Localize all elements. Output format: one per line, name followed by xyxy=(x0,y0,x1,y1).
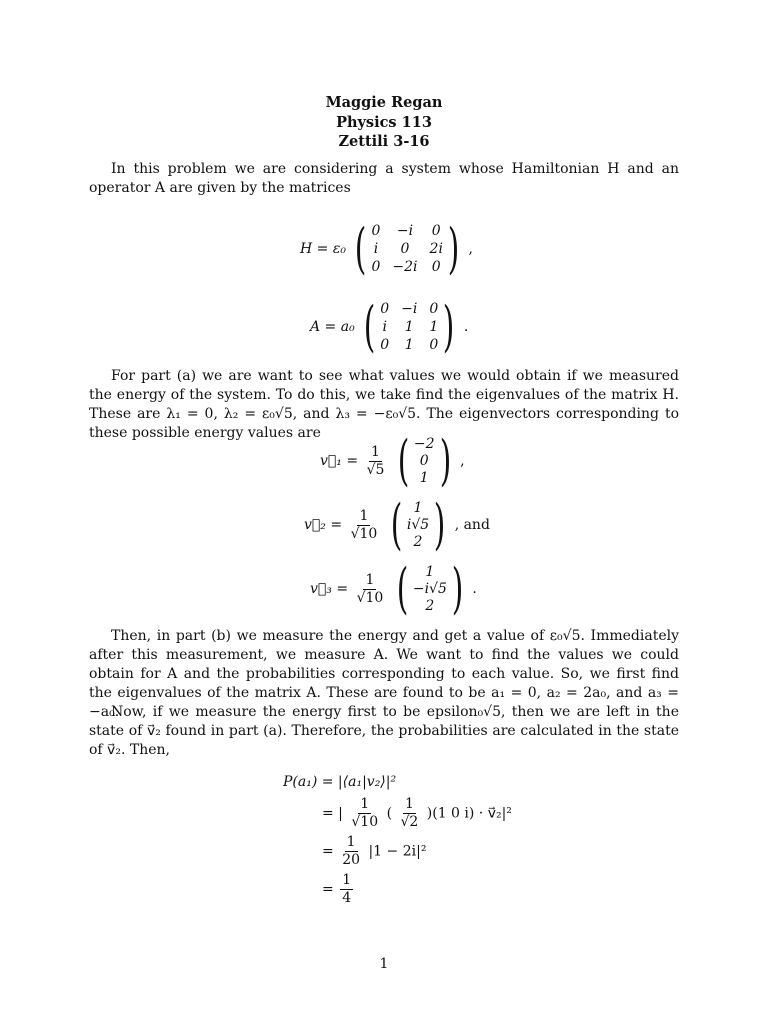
v3-column xyxy=(392,557,468,620)
operator-a-label: A = a₀ xyxy=(310,319,355,335)
line2-fraction-1 xyxy=(349,796,380,831)
operator-a-matrix xyxy=(359,295,459,358)
line2-suffix: )(1 0 i) · v⃗₂|² xyxy=(426,805,512,822)
operator-a-equation xyxy=(310,295,469,358)
v1-norm-denominator: √5 xyxy=(366,461,385,478)
eigenvector-v3 xyxy=(310,557,477,620)
v3-norm-denominator: √10 xyxy=(356,589,384,606)
v1-entry: 1 xyxy=(419,470,429,486)
part-c-paragraph: Now, if we measure the energy first to be epsilon₀√5, then we are left in the state of v⃗₂ found in part (a). Therefore, the probabilities are calculated in the state of v⃗₂. Then, xyxy=(89,704,679,758)
line3-suffix: |1 − 2i|² xyxy=(368,843,427,860)
problem-title: Zettili 3-16 xyxy=(338,133,430,150)
intro-paragraph: In this problem we are considering a system whose Hamiltonian H and an operator A are given by the matrices xyxy=(89,161,679,196)
line4-fraction xyxy=(340,872,353,907)
line2-frac1-denominator: √10 xyxy=(351,814,379,830)
eigenvector-v1 xyxy=(320,429,465,492)
part-b-paragraph: Then, in part (b) we measure the energy and get a value of ε₀√5. Immediately after this measurement, we measure A. We want to find the values we could obtain for A and the probabilities corresponding to each value. So, we first find the eigenvalues of the matrix A. These are found to be a₁ = 0, a₂ = 2a₀, and a₃ = −a₀. xyxy=(89,628,679,720)
line4-denominator: 4 xyxy=(342,890,352,906)
v3-entry: 1 xyxy=(425,564,435,580)
operator-a-matrix-entry: 1 xyxy=(429,319,439,335)
left-paren: ( xyxy=(390,493,403,556)
line4-numerator: 1 xyxy=(342,872,352,888)
v1-column xyxy=(393,429,456,492)
v1-entries xyxy=(414,436,435,486)
hamiltonian-matrix-entry: 0 xyxy=(400,241,410,257)
right-paren: ) xyxy=(433,493,446,556)
derivation-line-1: P(a₁) = |⟨a₁|v₂⟩|² xyxy=(283,774,397,790)
operator-a-matrix-entry: i xyxy=(382,319,387,335)
hamiltonian-equation xyxy=(300,217,473,280)
v1-label: v⃗₁ = xyxy=(320,453,359,469)
author-name: Maggie Regan xyxy=(325,94,443,111)
operator-a-matrix-entry: 0 xyxy=(380,337,390,353)
part-a-paragraph: For part (a) we are want to see what values we would obtain if we measured the energy of the system. To do this, we take find the eigenvalues of the matrix H. These are λ₁ = 0, λ₂ = ε₀√5, and λ₃ = −ε₀√5. The eigenvectors corresponding to these possible energy values are xyxy=(89,368,679,441)
page-number: 1 xyxy=(379,956,389,972)
v2-norm-denominator: √10 xyxy=(350,525,378,542)
operator-a-matrix-entry: 1 xyxy=(404,319,414,335)
line3-prefix: = xyxy=(322,843,334,860)
hamiltonian-matrix-entry: 0 xyxy=(431,223,441,239)
line2-frac2-numerator: 1 xyxy=(404,796,414,812)
operator-a-suffix: . xyxy=(463,319,469,335)
right-paren: ) xyxy=(443,295,455,358)
hamiltonian-suffix: , xyxy=(468,241,473,257)
line2-middle: ( xyxy=(386,805,393,822)
line2-frac2-denominator: √2 xyxy=(400,814,419,830)
v2-entries xyxy=(407,500,429,550)
v2-entry: 1 xyxy=(413,500,423,516)
v1-entry: −2 xyxy=(413,436,435,452)
right-paren: ) xyxy=(451,557,464,620)
eigenvector-v2 xyxy=(304,493,490,556)
v3-suffix: . xyxy=(472,581,477,597)
left-paren: ( xyxy=(363,295,376,358)
v2-norm-numerator: 1 xyxy=(359,507,369,524)
line2-fraction-2 xyxy=(398,796,420,831)
operator-a-matrix-entry: −i xyxy=(401,301,418,317)
v3-norm-numerator: 1 xyxy=(365,571,375,588)
operator-a-matrix-entry: 0 xyxy=(380,301,390,317)
hamiltonian-label: H = ε₀ xyxy=(300,241,346,257)
line3-fraction xyxy=(340,834,362,869)
left-paren: ( xyxy=(355,217,367,280)
v2-label: v⃗₂ = xyxy=(304,517,343,533)
v1-normalization xyxy=(365,444,387,479)
operator-a-matrix-entry: 0 xyxy=(429,337,439,353)
derivation-line-4 xyxy=(322,872,355,907)
v1-entry: 0 xyxy=(419,453,429,469)
line3-numerator: 1 xyxy=(346,834,356,850)
hamiltonian-matrix-entry: −i xyxy=(396,223,414,239)
v1-norm-numerator: 1 xyxy=(371,443,380,460)
hamiltonian-matrix-entries xyxy=(372,223,443,275)
v2-entry: 2 xyxy=(413,534,423,550)
hamiltonian-matrix-entry: 0 xyxy=(371,223,381,239)
right-paren: ) xyxy=(447,217,460,280)
v2-normalization xyxy=(349,508,380,543)
line2-prefix: = | xyxy=(322,805,343,822)
operator-a-matrix-entry: 1 xyxy=(404,337,414,353)
line4-prefix: = xyxy=(322,881,334,898)
v3-entries xyxy=(413,564,447,614)
operator-a-matrix-entry: 0 xyxy=(429,301,439,317)
hamiltonian-matrix-entry: i xyxy=(373,241,379,257)
v2-column xyxy=(386,493,450,556)
hamiltonian-matrix-entry: −2i xyxy=(392,259,418,275)
line3-denominator: 20 xyxy=(342,852,361,868)
v1-suffix: , xyxy=(460,453,465,469)
line2-frac1-numerator: 1 xyxy=(360,796,370,812)
v3-entry: 2 xyxy=(425,598,435,614)
course-name: Physics 113 xyxy=(336,114,432,131)
v3-entry: −i√5 xyxy=(412,581,447,597)
v2-suffix: , and xyxy=(454,517,490,533)
derivation-line-3 xyxy=(322,834,426,869)
v2-entry: i√5 xyxy=(406,517,430,533)
left-paren: ( xyxy=(397,429,410,492)
v3-label: v⃗₃ = xyxy=(310,581,349,597)
hamiltonian-matrix-entry: 0 xyxy=(431,259,441,275)
right-paren: ) xyxy=(439,429,451,492)
left-paren: ( xyxy=(396,557,409,620)
derivation-line-2 xyxy=(322,796,512,831)
hamiltonian-matrix xyxy=(350,217,464,280)
hamiltonian-matrix-entry: 2i xyxy=(429,241,443,257)
hamiltonian-matrix-entry: 0 xyxy=(371,259,381,275)
v3-normalization xyxy=(355,572,386,607)
operator-a-matrix-entries xyxy=(380,301,438,353)
